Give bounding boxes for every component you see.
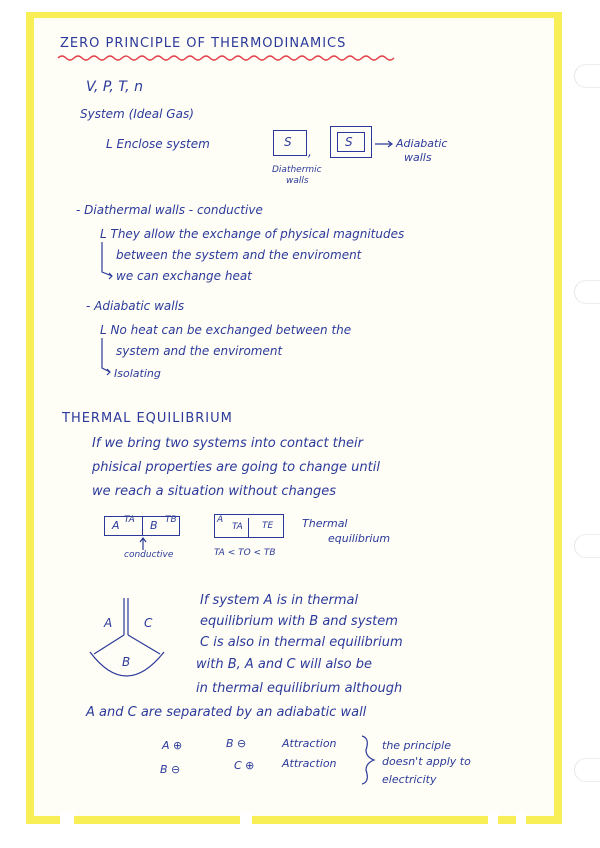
fig-a-2: A [217, 515, 224, 525]
fig-ta: TA [124, 515, 135, 525]
diathermal-line-1: L They allow the exchange of physical magnitudes [100, 227, 405, 241]
adiabatic-label: Adiabatic [396, 137, 448, 150]
charge-row2-left: B ⊖ [160, 763, 181, 776]
fig-tb: TB [165, 515, 177, 525]
thermal-line-3: we reach a situation without changes [92, 484, 337, 499]
box-label: S [284, 135, 292, 149]
fig-ta-2: TA [232, 522, 243, 532]
page-title: ZERO PRINCIPLE OF THERMODINAMICS [60, 36, 347, 51]
fig-b: B [150, 519, 158, 532]
zeroth-line-1: If system A is in thermal [200, 593, 359, 608]
conductive-label: conductive [124, 550, 174, 560]
diagram-c: C [144, 616, 153, 630]
thermal-line-1: If we bring two systems into contact their [92, 436, 363, 451]
charge-row1-left: A ⊕ [162, 739, 183, 752]
zeroth-line-6: A and C are separated by an adiabatic wall [86, 705, 367, 720]
adiabatic-label-2: walls [404, 151, 432, 164]
system-line: System (Ideal Gas) [80, 107, 194, 121]
enclose-system: L Enclose system [106, 137, 210, 151]
diathermic-label-2: walls [286, 176, 309, 186]
thermal-eq-label-1: Thermal [302, 517, 348, 530]
note-line-1: the principle [382, 739, 451, 752]
diathermal-heading: - Diathermal walls - conductive [76, 203, 263, 217]
note-line-2: doesn't apply to [382, 755, 471, 768]
temps-label: TA < TO < TB [214, 548, 276, 558]
charge-row1-mid: B ⊖ [226, 737, 247, 750]
fig-te: TE [262, 521, 274, 531]
thermal-line-2: phisical properties are going to change until [92, 460, 380, 475]
adiabatic-heading: - Adiabatic walls [86, 299, 185, 313]
adiabatic-line-2: system and the enviroment [116, 344, 283, 358]
diathermal-line-3: we can exchange heat [116, 269, 252, 283]
zeroth-line-4: with B, A and C will also be [196, 657, 373, 672]
fig-a: A [112, 519, 120, 532]
zeroth-line-3: C is also in thermal equilibrium [200, 635, 403, 650]
adiabatic-line-1: L No heat can be exchanged between the [100, 323, 352, 337]
zeroth-line-2: equilibrium with B and system [200, 614, 398, 629]
note-line-3: electricity [382, 773, 437, 786]
thermal-heading: THERMAL EQUILIBRIUM [62, 411, 233, 426]
diathermic-label: Diathermic [272, 165, 322, 175]
diagram-a: A [104, 616, 113, 630]
thermal-eq-label-2: equilibrium [328, 532, 391, 545]
charge-row2-mid: C ⊕ [234, 759, 255, 772]
adiabatic-line-3: Isolating [114, 367, 161, 380]
charge-row1-right: Attraction [282, 737, 337, 750]
diagram-b: B [122, 655, 131, 669]
variables: V, P, T, n [86, 79, 143, 95]
comma: , [308, 145, 312, 159]
charge-row2-right: Attraction [282, 757, 337, 770]
diathermal-line-2: between the system and the enviroment [116, 248, 362, 262]
box-label: S [345, 135, 353, 149]
zeroth-line-5: in thermal equilibrium although [196, 681, 403, 696]
